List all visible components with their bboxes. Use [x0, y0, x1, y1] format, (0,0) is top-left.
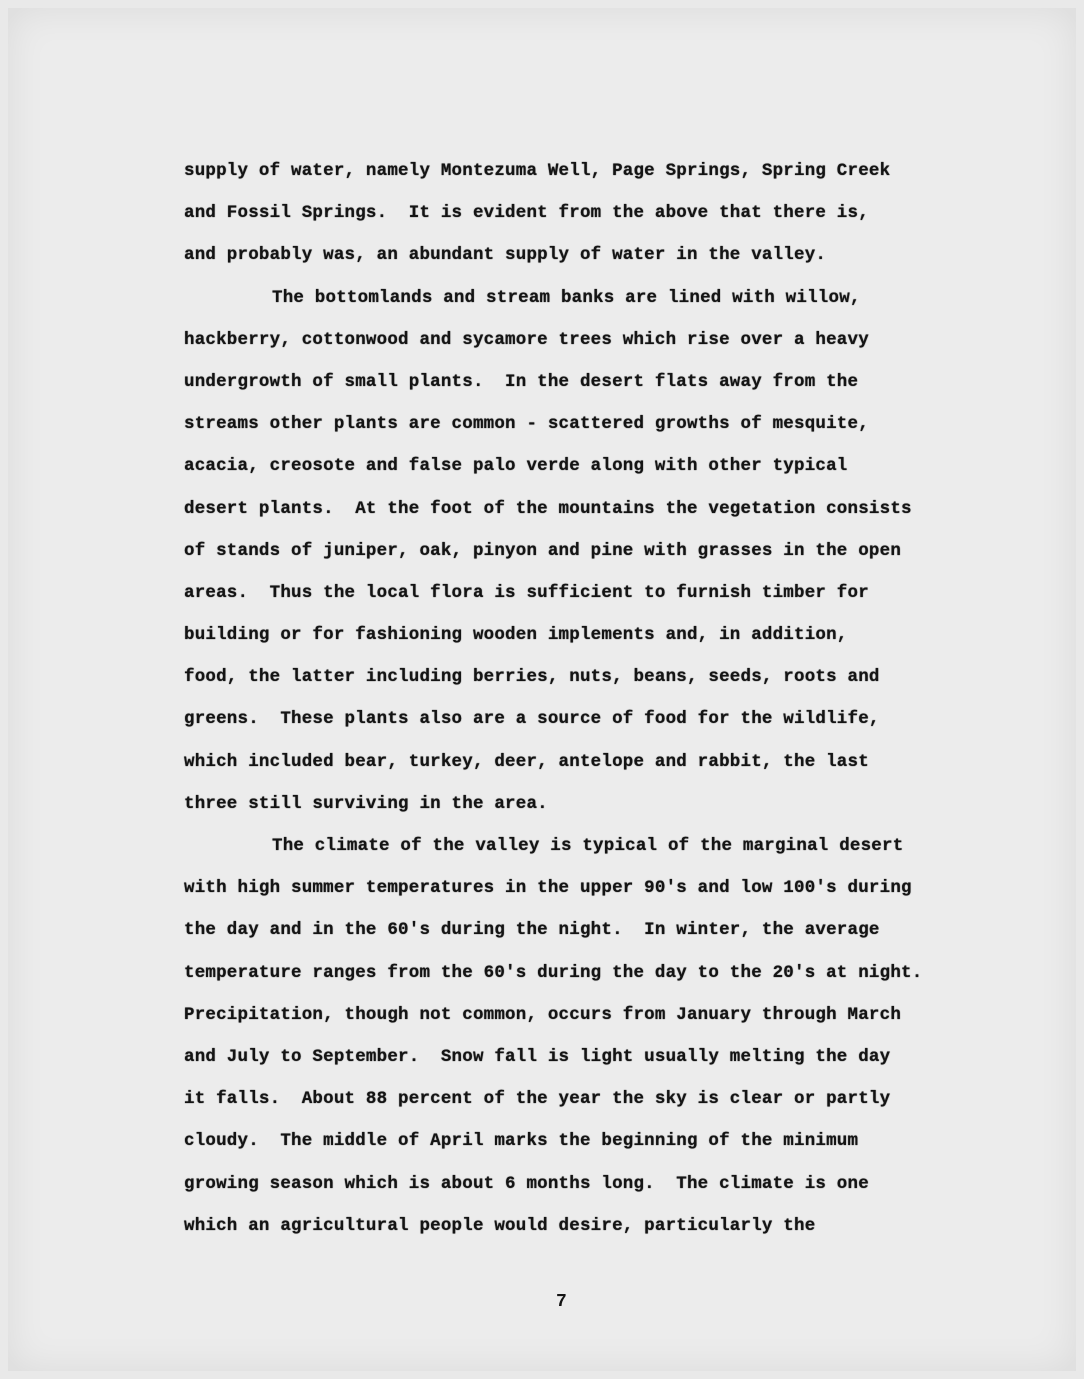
body-text — [184, 150, 924, 1247]
paragraph-vegetation — [184, 277, 924, 825]
text-line: three still surviving in the area. — [184, 793, 548, 814]
page-number: 7 — [556, 1292, 567, 1312]
text-line: desert plants. At the foot of the mountains the vegetation consists — [184, 498, 912, 519]
text-line: it falls. About 88 percent of the year the sky is clear or partly — [184, 1089, 891, 1110]
text-line: The climate of the valley is typical of the marginal desert — [272, 836, 904, 856]
text-line: food, the latter including berries, nuts, beans, seeds, roots and — [184, 667, 880, 688]
text-line: the day and in the 60's during the night. In winter, the average — [184, 920, 880, 941]
text-line: The bottomlands and stream banks are lined with willow, — [272, 287, 861, 308]
text-line: building or for fashioning wooden implements and, in addition, — [184, 625, 848, 646]
text-line: and July to September. Snow fall is light usually melting the day — [184, 1046, 891, 1067]
document-page — [8, 8, 1076, 1371]
text-line: streams other plants are common - scattered growths of mesquite, — [184, 414, 869, 435]
text-line: with high summer temperatures in the upper 90's and low 100's during — [184, 878, 912, 899]
text-line: areas. Thus the local flora is sufficient to furnish timber for — [184, 582, 869, 603]
text-line: supply of water, namely Montezuma Well, Page Springs, Spring Creek — [184, 161, 891, 181]
text-line: greens. These plants also are a source of food for the wildlife, — [184, 709, 880, 730]
text-line: growing season which is about 6 months long. The climate is one — [184, 1173, 869, 1194]
text-line: hackberry, cottonwood and sycamore trees which rise over a heavy — [184, 329, 869, 350]
text-line: of stands of juniper, oak, pinyon and pine with grasses in the open — [184, 540, 902, 561]
text-line: and Fossil Springs. It is evident from the above that there is, — [184, 203, 869, 224]
text-line: and probably was, an abundant supply of water in the valley. — [184, 245, 827, 266]
text-line: Precipitation, though not common, occurs from January through March — [184, 1004, 902, 1025]
text-line: temperature ranges from the 60's during the day to the 20's at night. — [184, 962, 923, 983]
text-line: undergrowth of small plants. In the desert flats away from the — [184, 371, 859, 392]
paragraph-water-supply — [184, 150, 924, 277]
text-line: which an agricultural people would desire, particularly the — [184, 1215, 816, 1236]
text-line: which included bear, turkey, deer, antelope and rabbit, the last — [184, 751, 869, 772]
text-line: cloudy. The middle of April marks the beginning of the minimum — [184, 1131, 859, 1152]
text-line: acacia, creosote and false palo verde along with other typical — [184, 456, 848, 477]
paragraph-climate — [184, 825, 924, 1247]
